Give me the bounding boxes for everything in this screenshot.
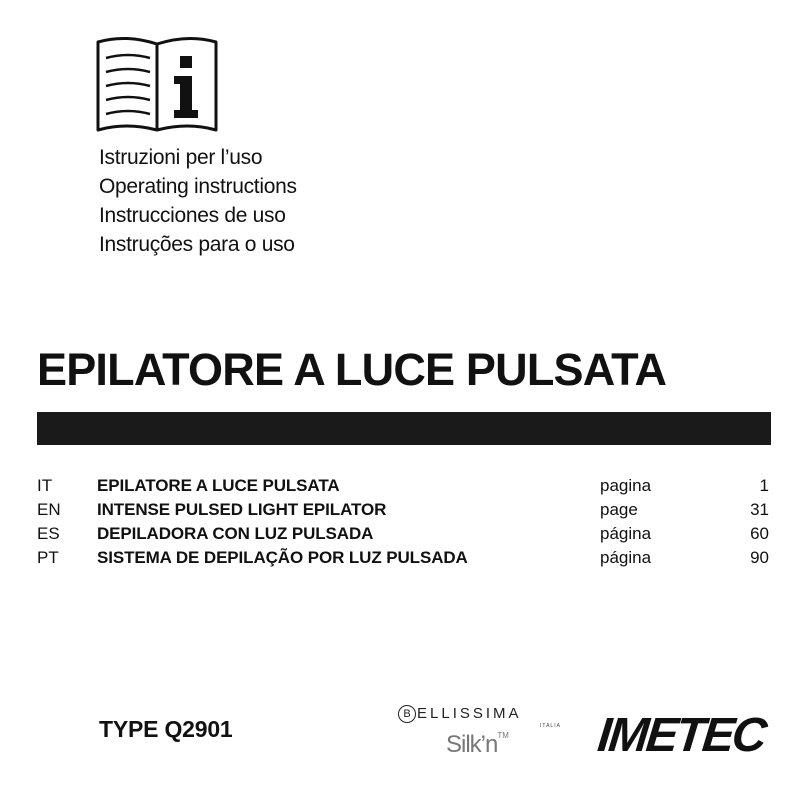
toc-row-es[interactable] <box>37 522 771 546</box>
silkn-trademark: TM <box>497 731 509 740</box>
page-word: página <box>600 548 652 567</box>
main-title: EPILATORE A LUCE PULSATA <box>37 344 667 395</box>
table-of-contents <box>37 474 771 570</box>
page-number: 31 <box>750 500 769 519</box>
language-code: IT <box>37 476 53 495</box>
bellissima-silkn-logo <box>398 705 568 775</box>
title-bar-divider <box>37 412 771 445</box>
section-name: DEPILADORA CON LUZ PULSADA <box>97 524 374 543</box>
imetec-logo: IMETEC <box>595 709 768 762</box>
instruction-line-pt: Instruções para o uso <box>99 233 295 256</box>
model-type-label: TYPE Q2901 <box>99 716 233 742</box>
toc-row-it[interactable] <box>37 474 771 498</box>
silkn-text: Silk’n <box>446 731 498 758</box>
bellissima-wordmark <box>398 705 522 723</box>
language-code: ES <box>37 524 60 543</box>
bellissima-b-mark: B <box>398 705 416 723</box>
instruction-line-en: Operating instructions <box>99 175 297 198</box>
page-word: page <box>600 500 638 519</box>
page-word: página <box>600 524 652 543</box>
bellissima-text: ELLISSIMA <box>417 705 522 722</box>
bellissima-italia-text: ITALIA <box>540 723 561 729</box>
book-info-icon <box>96 36 218 136</box>
page-number: 90 <box>750 548 769 567</box>
instruction-lines <box>99 143 297 259</box>
page-number: 60 <box>750 524 769 543</box>
instruction-line-es: Instrucciones de uso <box>99 204 286 227</box>
silkn-wordmark <box>446 731 509 759</box>
page-number: 1 <box>759 476 769 495</box>
toc-row-en[interactable] <box>37 498 771 522</box>
section-name: EPILATORE A LUCE PULSATA <box>97 476 340 495</box>
section-name: INTENSE PULSED LIGHT EPILATOR <box>97 500 387 519</box>
toc-row-pt[interactable] <box>37 546 771 570</box>
language-code: PT <box>37 548 59 567</box>
page-word: pagina <box>600 476 652 495</box>
instruction-line-it: Istruzioni per l’uso <box>99 146 263 169</box>
section-name: SISTEMA DE DEPILAÇÃO POR LUZ PULSADA <box>97 548 468 567</box>
language-code: EN <box>37 500 61 519</box>
